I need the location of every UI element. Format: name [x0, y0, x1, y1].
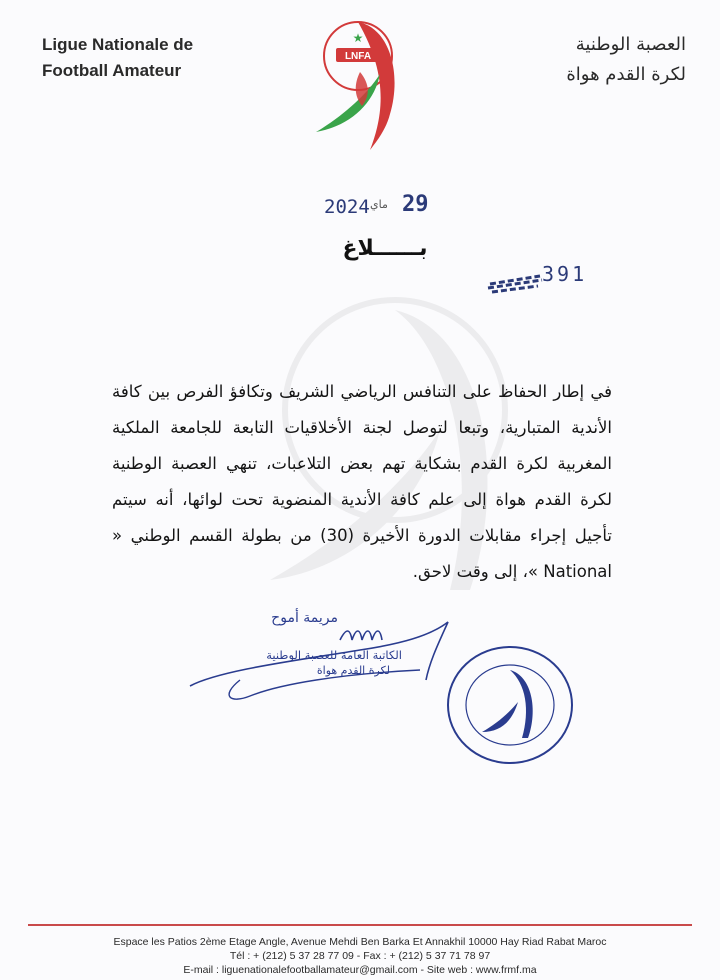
league-name-french: [42, 32, 242, 84]
league-name-french-line2: Football Amateur: [42, 61, 182, 80]
signer-name: مريمة أموح: [271, 610, 338, 626]
league-name-french-line1: Ligue Nationale de: [42, 35, 194, 54]
logo-star-icon: ★: [352, 31, 364, 45]
date-day: 29: [402, 192, 429, 217]
scribble-icon: [486, 266, 546, 296]
signer-title-line2: لكرة القدم هواة: [316, 664, 390, 677]
league-name-arabic: [486, 30, 686, 90]
logo-text: LNFA: [344, 51, 372, 62]
date-year: 2024: [324, 196, 370, 218]
announcement-body: في إطار الحفاظ على التنافس الرياضي الشريف وتكافؤ الفرص بين كافة الأندية المتبارية، وتبعا لتوصل لجنة الأخلاقيات التابعة للجامعة الملكية المغربية لكرة القدم بشكاية تهم بعض التلاعبات، تنهي العصبة الوطنية لكرة القدم هواة إلى علم كافة الأندية المنضوية تحت لوائها، أنه سيتم تأجيل إجراء مقابلات الدورة الأخيرة (30) من بطولة القسم الوطني « National »، إلى وقت لاحق.: [112, 382, 612, 581]
signer-title-line1: الكاتبة العامة للعصبة الوطنية: [266, 648, 402, 662]
footer-contact: E-mail : liguenationalefootballamateur@gmail.com - Site web : www.frmf.ma: [183, 964, 537, 976]
league-logo: [310, 14, 410, 154]
footer-divider: [28, 924, 692, 926]
reference-number-value: 391: [542, 262, 588, 286]
footer-phones: Tél : + (212) 5 37 28 77 09 - Fax : + (212) 5 37 71 78 97: [229, 950, 491, 962]
document-title: بــــــلاغ: [342, 236, 428, 261]
league-name-arabic-line1: العصبة الوطنية: [575, 34, 686, 55]
document-date: [318, 192, 458, 224]
footer-address: Espace les Patios 2ème Etage Angle, Avenue Mehdi Ben Barka Et Annakhil 10000 Hay Riad Rabat Maroc: [113, 936, 607, 948]
date-month: ماي: [370, 198, 388, 211]
reference-number: [486, 262, 626, 302]
league-name-arabic-line2: لكرة القدم هواة: [566, 64, 686, 85]
official-stamp: [440, 640, 580, 770]
